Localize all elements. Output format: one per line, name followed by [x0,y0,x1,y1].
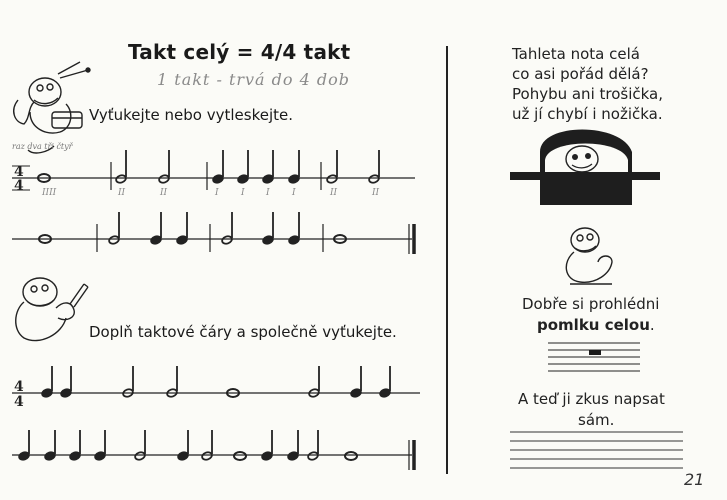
time-signature-row-1 [12,164,30,194]
column-divider [446,46,448,474]
page-title: Takt celý = 4/4 takt [128,40,351,64]
notes-row-4 [18,430,357,461]
svg-text:I: I [266,188,270,198]
worm-pencil-illustration [16,278,88,341]
whole-rest-term: pomlku celou [537,316,650,334]
poem-line: co asi pořád dělá? [512,65,649,83]
whole-rest-staff [548,343,640,371]
look-instruction: Dobře si prohlédni [522,295,660,313]
beat-marks-row-1 [41,188,380,198]
whole-rest-caption: pomlku celou. [537,316,655,334]
poem-line: už jí chybí i nožička. [512,105,663,123]
worm-drummer-illustration [14,62,90,153]
whole-rest-symbol [589,350,601,355]
page-number: 21 [684,470,705,489]
svg-text:4: 4 [14,379,24,395]
poem-line: Tahleta nota celá [512,45,640,63]
svg-text:I: I [215,188,219,198]
instruction-add-bar-lines: Doplň taktové čáry a společně vyťukejte. [89,323,397,341]
worm-illustration [566,228,612,284]
practice-staff [510,432,683,468]
svg-text:II: II [118,188,126,198]
svg-text:4: 4 [14,164,24,180]
svg-text:I: I [292,188,296,198]
svg-text:4: 4 [14,394,24,410]
staff-row-1 [12,162,415,190]
notes-row-1 [38,150,380,184]
svg-text:IIII: IIII [42,188,57,198]
instruction-tap-or-clap: Vyťukejte nebo vytleskejte. [89,106,294,124]
time-signature-row-3 [14,379,24,410]
handwritten-note: 1 takt - trvá do 4 dob [157,70,351,89]
staff-row-2 [12,224,414,254]
tunnel-illustration [510,130,660,206]
poem-line: Pohybu ani trošička, [512,85,664,103]
notes-row-2 [39,212,346,245]
svg-text:4: 4 [14,178,24,194]
poem [512,44,663,124]
svg-text:II: II [160,188,168,198]
svg-text:II: II [372,188,380,198]
handwritten-count-note: raz dva tři čtyř [12,142,73,151]
svg-text:II: II [330,188,338,198]
try-instruction-line-2: sám. [578,411,615,429]
svg-text:I: I [241,188,245,198]
try-instruction-line-1: A teď ji zkus napsat [518,390,665,408]
